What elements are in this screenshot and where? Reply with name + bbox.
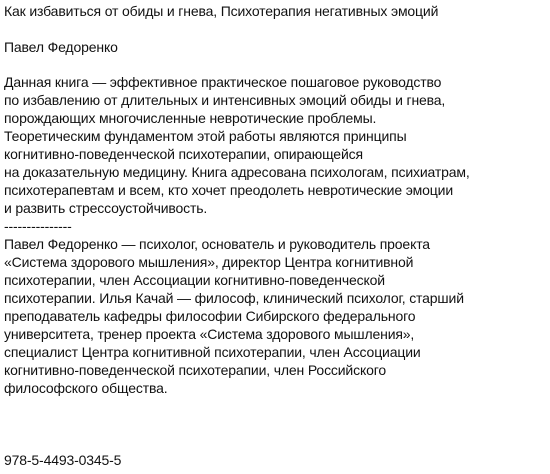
description-line: порождающих многочисленные невротические проблемы. xyxy=(4,110,377,126)
about-authors-line: Павел Федоренко — психолог, основатель и руководитель проекта xyxy=(4,236,430,252)
about-authors-line: преподаватель кафедры философии Сибирского федерального xyxy=(4,308,416,324)
description-line: Теоретическим фундаментом этой работы являются принципы xyxy=(4,128,407,144)
about-authors-line: психотерапии. Илья Качай — философ, клинический психолог, старший xyxy=(4,290,464,306)
description-line: и развить стрессоустойчивость. xyxy=(4,200,208,216)
isbn: 978-5-4493-0345-5 xyxy=(4,452,122,468)
about-authors-line: когнитивно-поведенческой психотерапии, член Российского xyxy=(4,362,387,378)
about-authors-line: психотерапии, член Ассоциации когнитивно-поведенческой xyxy=(4,272,385,288)
description-line: на доказательную медицину. Книга адресована психологам, психиатрам, xyxy=(4,164,470,180)
book-title: Как избавиться от обиды и гнева, Психотерапия негативных эмоций xyxy=(4,3,439,19)
description-line: психотерапевтам и всем, кто хочет преодолеть невротические эмоции xyxy=(4,182,454,198)
about-authors-line: «Система здорового мышления», директор Центра когнитивной xyxy=(4,254,414,270)
about-authors-line: специалист Центра когнитивной психотерапии, член Ассоциации xyxy=(4,344,421,360)
about-authors-line: университета, тренер проекта «Система здорового мышления», xyxy=(4,326,415,342)
description-line: по избавлению от длительных и интенсивных эмоций обиды и гнева, xyxy=(4,92,446,108)
about-authors-line: философского общества. xyxy=(4,380,168,396)
description-line: когнитивно-поведенческой психотерапии, опирающейся xyxy=(4,146,363,162)
section-separator: --------------- xyxy=(4,218,72,234)
description-line: Данная книга — эффективное практическое пошаговое руководство xyxy=(4,74,442,90)
book-author: Павел Федоренко xyxy=(4,39,118,55)
